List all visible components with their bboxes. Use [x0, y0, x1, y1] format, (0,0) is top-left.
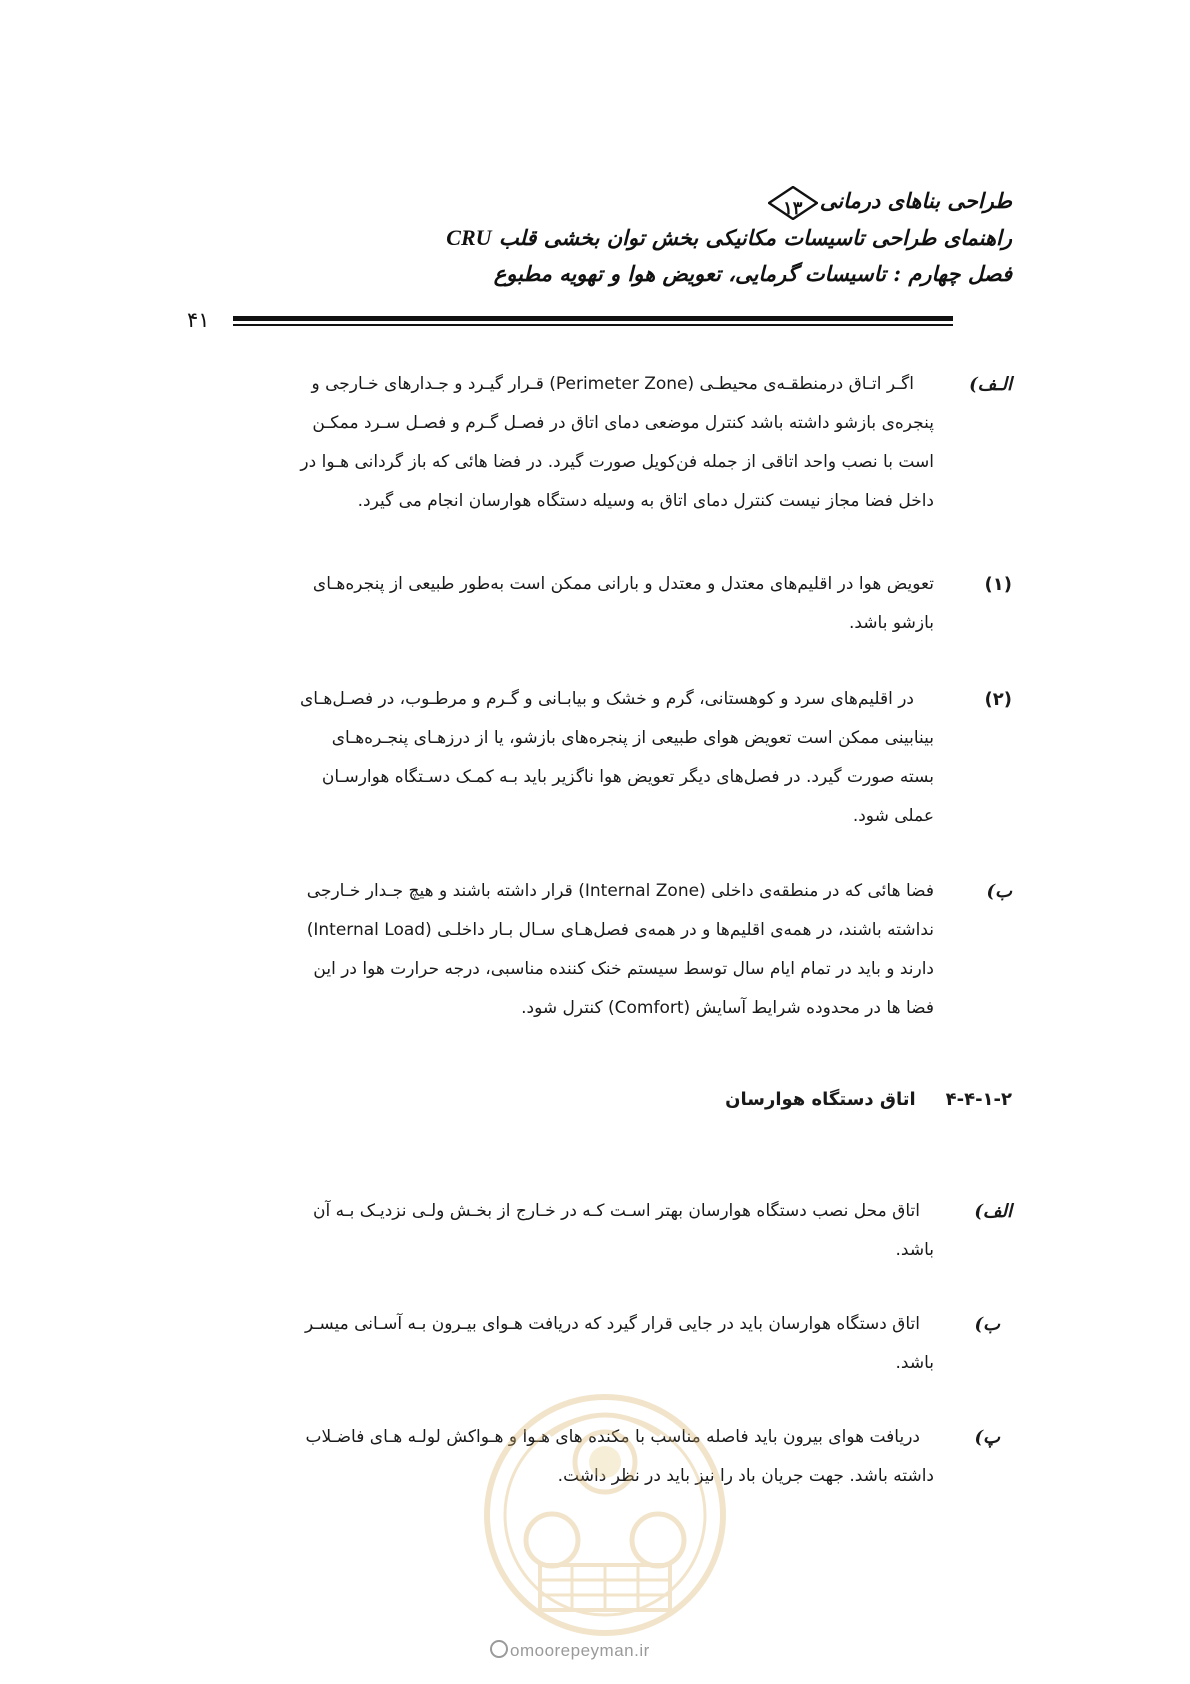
paragraph-text	[232, 365, 934, 521]
paragraph-be	[232, 872, 1012, 1028]
paragraph-1	[232, 565, 1012, 643]
section-number: ۴-۴-۱-۲	[945, 1089, 1012, 1110]
paragraph-label: ب)	[974, 1314, 1000, 1335]
globe-icon	[490, 1640, 508, 1658]
volume-badge	[768, 186, 818, 220]
text-line: دارند و باید در تمام ایام سال توسط سیستم خنک کننده مناسبی، درجه حرارت هوا در این	[313, 959, 934, 979]
chapter-title: فصل چهارم : تاسیسات گرمایی، تعویض هوا و تهویه مطبوع	[493, 260, 1012, 286]
page-number: ۴۱	[187, 308, 210, 332]
text-line: داخل فضا مجاز نیست کنترل دمای اتاق به وسیله دستگاه هوارسان انجام می گیرد.	[357, 491, 934, 511]
text-line: فضا هائی که در منطقه‌ی داخلی (Internal Zone) قرار داشته باشند و هیچ جـدار خـارجی	[306, 881, 934, 901]
text-line: تعویض هوا در اقلیم‌های معتدل و معتدل و بارانی ممکن است به‌طور طبیعی از پنجره‌هـای	[312, 574, 934, 594]
paragraph-label: (۲)	[984, 689, 1012, 710]
watermark-text: omoorepeyman.ir	[510, 1641, 650, 1660]
text-line: پنجره‌ی بازشو داشته باشد کنترل موضعی دمای اتاق در فصـل گـرم و فصـل سـرد ممکـن	[312, 413, 934, 433]
section-paragraph-alef	[232, 1192, 1012, 1270]
text-line: است با نصب واحد اتاقی از جمله فن‌کویل صورت گیرد. در فضا هائی که باز گردانی هـوا در	[300, 452, 934, 472]
page-header	[252, 183, 1012, 292]
paragraph-label: الـف)	[969, 374, 1012, 395]
text-line: فضا ها در محدوده شرایط آسایش (Comfort) کنترل شود.	[521, 998, 934, 1018]
text-line: بینابینی ممکن است تعویض هوای طبیعی از پنجره‌های بازشو، یا از درزهـای پنجـره‌هـای	[331, 728, 934, 748]
paragraph-label: ب)	[986, 881, 1012, 902]
header-line-3	[252, 256, 1012, 292]
text-line: عملی شود.	[852, 806, 934, 826]
text-line: اتاق دستگاه هوارسان باید در جایی قرار گیرد که دریافت هـوای بیـرون بـه آسـانی میسـر	[304, 1314, 920, 1334]
header-line-2	[252, 220, 1012, 256]
paragraph-text	[232, 565, 934, 643]
paragraph-text	[232, 872, 934, 1028]
paragraph-label: الف)	[974, 1201, 1012, 1222]
section-title: اتاق دستگاه هوارسان	[725, 1089, 916, 1110]
paragraph-text	[232, 1192, 934, 1270]
text-line: باشد.	[895, 1240, 934, 1260]
text-line: داشته باشد. جهت جریان باد را نیز باید در نظر داشت.	[557, 1466, 934, 1486]
text-line: بسته صورت گیرد. در فصل‌های دیگر تعویض هوا ناگزیر باید بـه کمـک دسـتگاه هوارسـان	[321, 767, 934, 787]
paragraph-2	[232, 680, 1012, 836]
volume-number: ۱۳	[783, 197, 803, 219]
watermark-seal-icon	[480, 1390, 730, 1640]
paragraph-text	[232, 1305, 934, 1383]
text-line: در اقلیم‌های سرد و کوهستانی، گرم و خشک و بیابـانی و گـرم و مرطـوب، در فصـل‌هـای	[299, 689, 914, 709]
paragraph-text	[232, 680, 934, 836]
section-heading	[725, 1085, 1012, 1115]
text-line: اگـر اتـاق درمنطقـه‌ی محیطـی (Perimeter Zone) قـرار گیـرد و جـدارهای خـارجی و	[311, 374, 914, 394]
header-rule-thick	[233, 316, 953, 321]
guide-title: راهنمای طراحی تاسیسات مکانیکی بخش توان بخشی قلب	[498, 224, 1012, 250]
text-line: باشد.	[895, 1353, 934, 1373]
watermark-url	[490, 1640, 650, 1661]
section-paragraph-be	[232, 1305, 1012, 1383]
header-rule-thin	[233, 324, 953, 326]
guide-title-latin: CRU	[446, 224, 492, 250]
book-title: طراحی بناهای درمانی	[819, 188, 1012, 213]
text-line: نداشته باشند، در همه‌ی اقلیم‌ها و در همه‌ی فصل‌هـای سـال بـار داخلـی (Internal Load)	[306, 920, 934, 940]
text-line: بازشو باشد.	[848, 613, 934, 633]
paragraph-label: (۱)	[984, 574, 1012, 595]
paragraph-label: پ)	[974, 1427, 1000, 1448]
text-line: اتاق محل نصب دستگاه هوارسان بهتر اسـت کـه در خـارج از بخـش ولـی نزدیـک بـه آن	[312, 1201, 920, 1221]
paragraph-alef	[232, 365, 1012, 521]
text-line: دریافت هوای بیرون باید فاصله مناسب با مکنده های هـوا و هـواکش لولـه هـای فاضـلاب	[305, 1427, 920, 1447]
header-line-1	[252, 183, 1012, 220]
